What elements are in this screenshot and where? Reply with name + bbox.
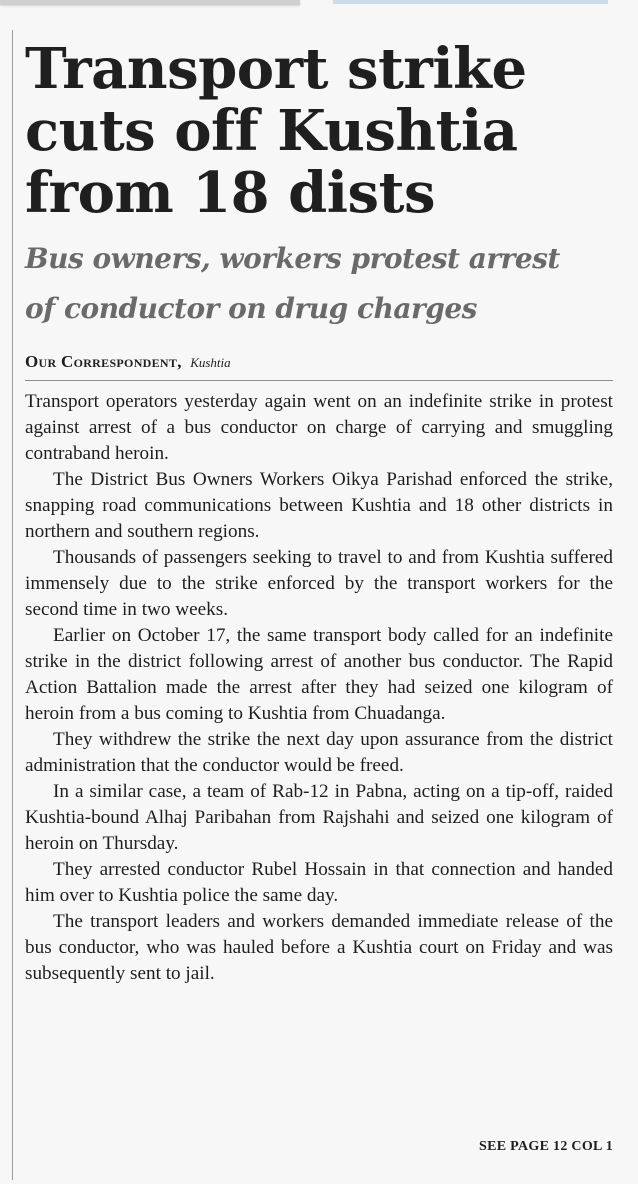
paragraph: The transport leaders and workers demanded immediate release of the bus conductor, who was hauled before a Kushtia court on Friday and was subsequently sent to jail. [25,911,613,984]
headline-line: cuts off Kushtia [25,98,518,164]
paragraph: Earlier on October 17, the same transport body called for an indefinite strike in the district following arrest of another bus conductor. The Rapid Action Battalion made the arrest after they had seized one kilogram of heroin from a bus coming to Kushtia from Chuadanga. [25,625,613,724]
page-edge-strip [0,0,300,5]
subheadline-line: Bus owners, workers protest arrest [25,242,560,275]
byline-location: Kushtia [190,355,231,370]
page-edge-strip-blue [333,0,608,4]
headline [25,38,613,224]
paragraph: The District Bus Owners Workers Oikya Parishad enforced the strike, snapping road communications between Kushtia and 18 other districts in northern and southern regions. [25,469,613,542]
article-body [25,389,613,987]
byline [25,352,613,373]
paragraph: They withdrew the strike the next day upon assurance from the district administration that the conductor would be freed. [25,729,613,776]
headline-line: Transport strike [25,36,527,102]
byline-author: Our Correspondent, [25,352,182,371]
column-rule [12,30,13,1180]
subheadline [25,234,613,334]
subheadline-line: of conductor on drug charges [25,292,477,325]
news-article [25,38,613,987]
headline-line: from 18 dists [25,160,435,226]
paragraph: Thousands of passengers seeking to travel to and from Kushtia suffered immensely due to the strike enforced by the transport workers for the second time in two weeks. [25,547,613,620]
byline-divider [25,380,613,381]
paragraph: They arrested conductor Rubel Hossain in that connection and handed him over to Kushtia police the same day. [25,859,613,906]
paragraph: In a similar case, a team of Rab-12 in Pabna, acting on a tip-off, raided Kushtia-bound Alhaj Paribahan from Rajshahi and seized one kilogram of heroin on Thursday. [25,781,613,854]
paragraph: Transport operators yesterday again went on an indefinite strike in protest against arrest of a bus conductor on charge of carrying and smuggling contraband heroin. [25,391,613,464]
continued-jump-line: SEE PAGE 12 COL 1 [479,1139,613,1154]
